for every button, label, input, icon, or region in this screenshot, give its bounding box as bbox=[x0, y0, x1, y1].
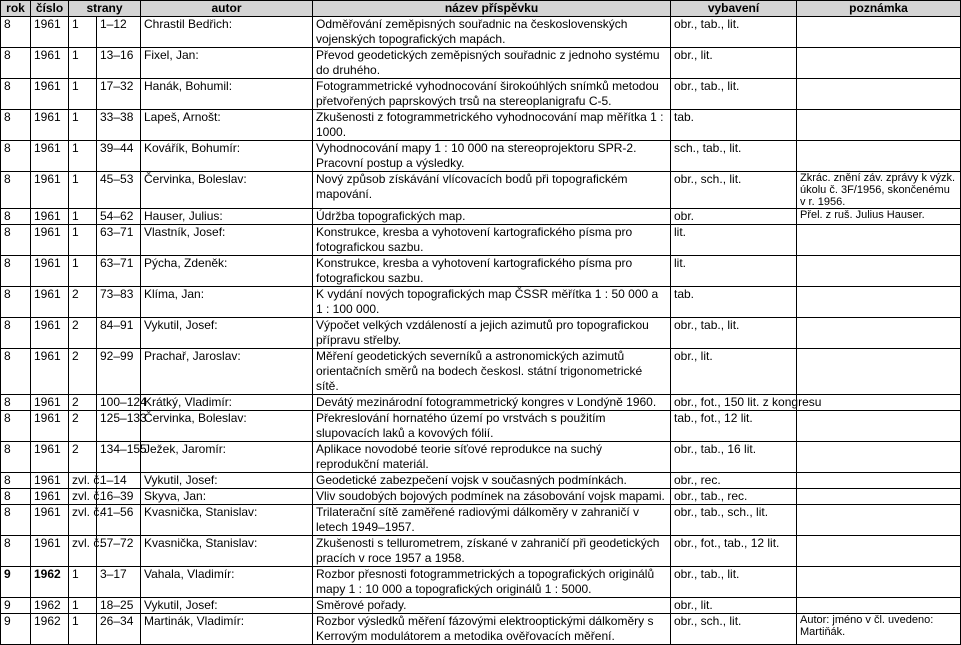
cell-rok: 8 bbox=[1, 395, 31, 411]
cell-cislo: 1961 bbox=[31, 287, 69, 318]
cell-strany-issue: 2 bbox=[69, 349, 97, 395]
table-row bbox=[1, 505, 961, 536]
table-row bbox=[1, 489, 961, 505]
cell-rok: 8 bbox=[1, 225, 31, 256]
table-row bbox=[1, 172, 961, 209]
cell-poznamka bbox=[797, 536, 961, 567]
cell-vybaveni: obr., lit. bbox=[671, 598, 797, 614]
cell-autor: Fixel, Jan: bbox=[141, 48, 313, 79]
cell-poznamka bbox=[797, 598, 961, 614]
cell-strany-pages: 3–17 bbox=[97, 567, 141, 598]
table-row bbox=[1, 141, 961, 172]
cell-poznamka bbox=[797, 489, 961, 505]
cell-vybaveni: obr., sch., lit. bbox=[671, 614, 797, 645]
cell-poznamka bbox=[797, 110, 961, 141]
cell-rok: 8 bbox=[1, 209, 31, 225]
cell-nazev: Vliv soudobých bojových podmínek na zásobování vojsk mapami. bbox=[313, 489, 671, 505]
cell-vybaveni: obr., sch., lit. bbox=[671, 172, 797, 209]
cell-vybaveni: obr., tab., lit. bbox=[671, 567, 797, 598]
cell-rok: 8 bbox=[1, 349, 31, 395]
cell-poznamka: Přel. z ruš. Julius Hauser. bbox=[797, 209, 961, 225]
cell-vybaveni: sch., tab., lit. bbox=[671, 141, 797, 172]
cell-strany-issue: 1 bbox=[69, 614, 97, 645]
cell-nazev: Odměřování zeměpisných souřadnic na československých vojenských topografických mapách. bbox=[313, 17, 671, 48]
cell-cislo: 1961 bbox=[31, 318, 69, 349]
cell-strany-issue: 1 bbox=[69, 567, 97, 598]
table-row bbox=[1, 536, 961, 567]
cell-nazev: Rozbor výsledků měření fázovými elektrooptickými dálkoměry s Kerrovým modulátorem a metodika ověřovacích měření. bbox=[313, 614, 671, 645]
cell-vybaveni: lit. bbox=[671, 225, 797, 256]
cell-strany-pages: 45–53 bbox=[97, 172, 141, 209]
header-cislo: číslo bbox=[31, 1, 69, 17]
cell-autor: Klíma, Jan: bbox=[141, 287, 313, 318]
cell-poznamka bbox=[797, 17, 961, 48]
cell-strany-pages: 13–16 bbox=[97, 48, 141, 79]
cell-autor: Kvasnička, Stanislav: bbox=[141, 536, 313, 567]
table-row bbox=[1, 209, 961, 225]
cell-vybaveni: tab. bbox=[671, 287, 797, 318]
table-row bbox=[1, 79, 961, 110]
cell-poznamka bbox=[797, 48, 961, 79]
cell-nazev: Nový způsob získávání vlícovacích bodů při topografickém mapování. bbox=[313, 172, 671, 209]
cell-strany-pages: 100–124 bbox=[97, 395, 141, 411]
cell-vybaveni: tab. bbox=[671, 110, 797, 141]
cell-strany-pages: 57–72 bbox=[97, 536, 141, 567]
cell-autor: Krátký, Vladimír: bbox=[141, 395, 313, 411]
cell-cislo: 1962 bbox=[31, 598, 69, 614]
cell-nazev: Devátý mezinárodní fotogrammetrický kongres v Londýně 1960. bbox=[313, 395, 671, 411]
cell-poznamka bbox=[797, 411, 961, 442]
cell-strany-issue: 1 bbox=[69, 79, 97, 110]
cell-cislo: 1961 bbox=[31, 110, 69, 141]
cell-vybaveni: obr., fot., 150 lit. z kongresu bbox=[671, 395, 797, 411]
cell-vybaveni: obr., fot., tab., 12 lit. bbox=[671, 536, 797, 567]
cell-cislo: 1961 bbox=[31, 141, 69, 172]
cell-vybaveni: obr., lit. bbox=[671, 349, 797, 395]
cell-cislo: 1961 bbox=[31, 411, 69, 442]
cell-poznamka bbox=[797, 442, 961, 473]
cell-vybaveni: obr., tab., 16 lit. bbox=[671, 442, 797, 473]
cell-rok: 8 bbox=[1, 489, 31, 505]
cell-strany-issue: 1 bbox=[69, 48, 97, 79]
cell-autor: Kovářík, Bohumír: bbox=[141, 141, 313, 172]
cell-strany-issue: 2 bbox=[69, 395, 97, 411]
cell-cislo: 1961 bbox=[31, 256, 69, 287]
cell-autor: Ježek, Jaromír: bbox=[141, 442, 313, 473]
cell-strany-pages: 16–39 bbox=[97, 489, 141, 505]
cell-nazev: Geodetické zabezpečení vojsk v současných podmínkách. bbox=[313, 473, 671, 489]
cell-poznamka bbox=[797, 225, 961, 256]
cell-rok: 8 bbox=[1, 110, 31, 141]
header-strany: strany bbox=[69, 1, 141, 17]
cell-rok: 8 bbox=[1, 536, 31, 567]
cell-vybaveni: obr., tab., lit. bbox=[671, 79, 797, 110]
cell-poznamka bbox=[797, 287, 961, 318]
cell-nazev: Překreslování hornatého území po vrstvách s použitím slupovacích laků a kovových fólií. bbox=[313, 411, 671, 442]
cell-vybaveni: obr., tab., rec. bbox=[671, 489, 797, 505]
table-row bbox=[1, 48, 961, 79]
cell-poznamka bbox=[797, 318, 961, 349]
header-vybaveni: vybavení bbox=[671, 1, 797, 17]
cell-strany-issue: 1 bbox=[69, 110, 97, 141]
cell-nazev: Konstrukce, kresba a vyhotovení kartografického písma pro fotografickou sazbu. bbox=[313, 256, 671, 287]
cell-vybaveni: obr. bbox=[671, 209, 797, 225]
cell-autor: Martinák, Vladimír: bbox=[141, 614, 313, 645]
header-poznamka: poznámka bbox=[797, 1, 961, 17]
cell-strany-issue: 1 bbox=[69, 598, 97, 614]
table-row bbox=[1, 473, 961, 489]
table-row bbox=[1, 17, 961, 48]
cell-rok: 8 bbox=[1, 48, 31, 79]
cell-strany-pages: 134–155 bbox=[97, 442, 141, 473]
cell-strany-pages: 92–99 bbox=[97, 349, 141, 395]
cell-cislo: 1962 bbox=[31, 614, 69, 645]
cell-strany-pages: 54–62 bbox=[97, 209, 141, 225]
cell-poznamka bbox=[797, 473, 961, 489]
cell-autor: Lapeš, Arnošt: bbox=[141, 110, 313, 141]
cell-rok: 8 bbox=[1, 442, 31, 473]
cell-strany-issue: 2 bbox=[69, 442, 97, 473]
cell-strany-pages: 41–56 bbox=[97, 505, 141, 536]
table-row bbox=[1, 395, 961, 411]
cell-autor: Chrastil Bedřich: bbox=[141, 17, 313, 48]
cell-strany-issue: 1 bbox=[69, 256, 97, 287]
cell-cislo: 1961 bbox=[31, 17, 69, 48]
table-row bbox=[1, 349, 961, 395]
cell-cislo: 1961 bbox=[31, 209, 69, 225]
cell-poznamka: Autor: jméno v čl. uvedeno: Martiňák. bbox=[797, 614, 961, 645]
cell-rok: 8 bbox=[1, 17, 31, 48]
cell-rok: 8 bbox=[1, 473, 31, 489]
cell-cislo: 1961 bbox=[31, 79, 69, 110]
cell-strany-pages: 84–91 bbox=[97, 318, 141, 349]
cell-nazev: Údržba topografických map. bbox=[313, 209, 671, 225]
cell-poznamka bbox=[797, 79, 961, 110]
table-row bbox=[1, 225, 961, 256]
header-rok: rok bbox=[1, 1, 31, 17]
cell-vybaveni: obr., rec. bbox=[671, 473, 797, 489]
table-row bbox=[1, 598, 961, 614]
table-row bbox=[1, 256, 961, 287]
cell-cislo: 1961 bbox=[31, 489, 69, 505]
cell-cislo: 1961 bbox=[31, 48, 69, 79]
cell-strany-issue: 1 bbox=[69, 225, 97, 256]
cell-vybaveni: obr., lit. bbox=[671, 48, 797, 79]
cell-cislo: 1961 bbox=[31, 473, 69, 489]
cell-strany-pages: 125–133 bbox=[97, 411, 141, 442]
cell-strany-issue: 1 bbox=[69, 209, 97, 225]
cell-vybaveni: tab., fot., 12 lit. bbox=[671, 411, 797, 442]
table-body bbox=[1, 17, 961, 645]
cell-strany-pages: 33–38 bbox=[97, 110, 141, 141]
cell-strany-issue: 1 bbox=[69, 172, 97, 209]
cell-cislo: 1961 bbox=[31, 505, 69, 536]
cell-nazev: Zkušenosti s tellurometrem, získané v zahraničí při geodetických pracích v roce 1957 a 1958. bbox=[313, 536, 671, 567]
table-row bbox=[1, 442, 961, 473]
cell-rok: 9 bbox=[1, 567, 31, 598]
cell-nazev: Převod geodetických zeměpisných souřadnic z jednoho systému do druhého. bbox=[313, 48, 671, 79]
header-nazev: název příspěvku bbox=[313, 1, 671, 17]
cell-rok: 9 bbox=[1, 614, 31, 645]
cell-vybaveni: lit. bbox=[671, 256, 797, 287]
cell-strany-issue: zvl. č. bbox=[69, 505, 97, 536]
cell-nazev: Rozbor přesnosti fotogrammetrických a topografických originálů mapy 1 : 10 000 a topografických originálů 1 : 5000. bbox=[313, 567, 671, 598]
cell-nazev: Měření geodetických severníků a astronomických azimutů orientačních směrů na bodech českosl. státní trigonometrické sítě. bbox=[313, 349, 671, 395]
cell-autor: Pýcha, Zdeněk: bbox=[141, 256, 313, 287]
cell-strany-issue: zvl. č. bbox=[69, 536, 97, 567]
header-row bbox=[1, 1, 961, 17]
cell-nazev: K vydání nových topografických map ČSSR měřítka 1 : 50 000 a 1 : 100 000. bbox=[313, 287, 671, 318]
cell-nazev: Směrové pořady. bbox=[313, 598, 671, 614]
cell-strany-issue: 1 bbox=[69, 17, 97, 48]
cell-rok: 8 bbox=[1, 172, 31, 209]
cell-autor: Červinka, Boleslav: bbox=[141, 172, 313, 209]
cell-poznamka bbox=[797, 505, 961, 536]
cell-cislo: 1961 bbox=[31, 225, 69, 256]
table-row bbox=[1, 110, 961, 141]
cell-poznamka bbox=[797, 395, 961, 411]
cell-vybaveni: obr., tab., sch., lit. bbox=[671, 505, 797, 536]
cell-strany-pages: 1–12 bbox=[97, 17, 141, 48]
cell-strany-issue: 1 bbox=[69, 141, 97, 172]
cell-strany-issue: zvl. č. bbox=[69, 473, 97, 489]
cell-poznamka bbox=[797, 567, 961, 598]
cell-autor: Vykutil, Josef: bbox=[141, 598, 313, 614]
cell-nazev: Konstrukce, kresba a vyhotovení kartografického písma pro fotografickou sazbu. bbox=[313, 225, 671, 256]
cell-rok: 8 bbox=[1, 505, 31, 536]
cell-autor: Skyva, Jan: bbox=[141, 489, 313, 505]
cell-autor: Vykutil, Josef: bbox=[141, 318, 313, 349]
cell-strany-issue: 2 bbox=[69, 411, 97, 442]
header-autor: autor bbox=[141, 1, 313, 17]
cell-poznamka bbox=[797, 256, 961, 287]
cell-rok: 8 bbox=[1, 256, 31, 287]
cell-rok: 8 bbox=[1, 79, 31, 110]
table-row bbox=[1, 614, 961, 645]
cell-cislo: 1961 bbox=[31, 349, 69, 395]
cell-rok: 8 bbox=[1, 287, 31, 318]
cell-strany-pages: 63–71 bbox=[97, 225, 141, 256]
cell-autor: Hauser, Julius: bbox=[141, 209, 313, 225]
cell-nazev: Vyhodnocování mapy 1 : 10 000 na stereoprojektoru SPR-2. Pracovní postup a výsledky. bbox=[313, 141, 671, 172]
cell-strany-pages: 73–83 bbox=[97, 287, 141, 318]
cell-vybaveni: obr., tab., lit. bbox=[671, 318, 797, 349]
table-row bbox=[1, 318, 961, 349]
cell-strany-pages: 17–32 bbox=[97, 79, 141, 110]
cell-strany-pages: 39–44 bbox=[97, 141, 141, 172]
cell-poznamka: Zkrác. znění záv. zprávy k výzk. úkolu č. 3F/1956, skončenému v r. 1956. bbox=[797, 172, 961, 209]
cell-autor: Kvasnička, Stanislav: bbox=[141, 505, 313, 536]
cell-nazev: Trilaterační sítě zaměřené radiovými dálkoměry v zahraničí v letech 1949–1957. bbox=[313, 505, 671, 536]
cell-autor: Vykutil, Josef: bbox=[141, 473, 313, 489]
cell-cislo: 1962 bbox=[31, 567, 69, 598]
cell-vybaveni: obr., tab., lit. bbox=[671, 17, 797, 48]
cell-poznamka bbox=[797, 141, 961, 172]
table-row bbox=[1, 287, 961, 318]
cell-nazev: Fotogrammetrické vyhodnocování širokoúhlých snímků metodou přetvořených paprskových trsů na stereoplanigrafu C-5. bbox=[313, 79, 671, 110]
cell-strany-issue: zvl. č. bbox=[69, 489, 97, 505]
cell-strany-issue: 2 bbox=[69, 318, 97, 349]
cell-nazev: Výpočet velkých vzdáleností a jejich azimutů pro topografickou přípravu střelby. bbox=[313, 318, 671, 349]
cell-rok: 9 bbox=[1, 598, 31, 614]
cell-strany-pages: 1–14 bbox=[97, 473, 141, 489]
cell-nazev: Zkušenosti z fotogrammetrického vyhodnocování map měřítka 1 : 1000. bbox=[313, 110, 671, 141]
cell-autor: Vahala, Vladimír: bbox=[141, 567, 313, 598]
cell-autor: Vlastník, Josef: bbox=[141, 225, 313, 256]
cell-nazev: Aplikace novodobé teorie síťové reprodukce na suchý reprodukční materiál. bbox=[313, 442, 671, 473]
cell-autor: Hanák, Bohumil: bbox=[141, 79, 313, 110]
cell-autor: Prachař, Jaroslav: bbox=[141, 349, 313, 395]
cell-strany-pages: 63–71 bbox=[97, 256, 141, 287]
cell-autor: Červinka, Boleslav: bbox=[141, 411, 313, 442]
table-row bbox=[1, 411, 961, 442]
cell-rok: 8 bbox=[1, 318, 31, 349]
cell-cislo: 1961 bbox=[31, 395, 69, 411]
cell-rok: 8 bbox=[1, 141, 31, 172]
cell-cislo: 1961 bbox=[31, 536, 69, 567]
cell-strany-pages: 26–34 bbox=[97, 614, 141, 645]
table-row bbox=[1, 567, 961, 598]
cell-strany-pages: 18–25 bbox=[97, 598, 141, 614]
cell-cislo: 1961 bbox=[31, 442, 69, 473]
cell-strany-issue: 2 bbox=[69, 287, 97, 318]
cell-poznamka bbox=[797, 349, 961, 395]
cell-rok: 8 bbox=[1, 411, 31, 442]
cell-cislo: 1961 bbox=[31, 172, 69, 209]
